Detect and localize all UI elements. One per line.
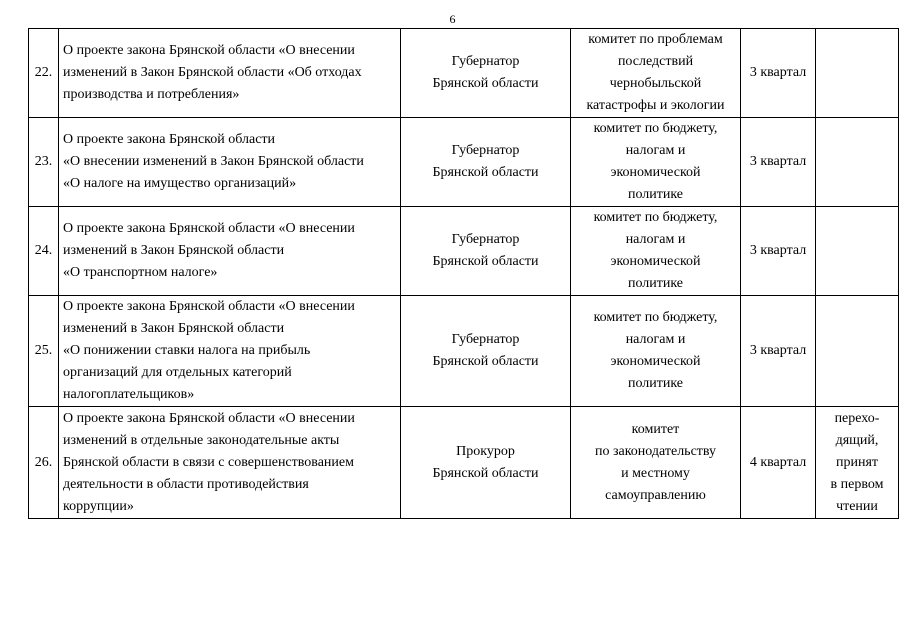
committee-line: экономической <box>610 165 701 180</box>
committee-line: политике <box>627 276 684 291</box>
note-line: чтении <box>836 498 878 514</box>
bill-title-line: О проекте закона Брянской области «О внесении <box>63 221 355 236</box>
table-row <box>29 118 899 207</box>
bill-title-line: коррупции» <box>63 498 134 514</box>
row-number: 22. <box>29 29 59 118</box>
note <box>816 407 899 519</box>
initiator-line: Брянской области <box>432 465 539 481</box>
bill-title <box>59 207 401 296</box>
initiator <box>401 29 571 118</box>
committee-line: самоуправлению <box>605 487 706 503</box>
responsible-committee <box>571 296 741 407</box>
bill-title-line: Брянской области в связи с совершенствованием <box>63 454 354 470</box>
term: 3 квартал <box>741 29 816 118</box>
note-line: принят <box>835 454 879 470</box>
bill-title-line: О проекте закона Брянской области «О внесении <box>63 43 355 58</box>
bill-title-line: О проекте закона Брянской области <box>63 132 276 147</box>
responsible-committee <box>571 207 741 296</box>
initiator-line: Брянской области <box>432 354 539 369</box>
note <box>816 296 899 407</box>
initiator-line: Прокурор <box>456 443 515 459</box>
initiator-line: Брянской области <box>432 165 539 180</box>
initiator-line: Губернатор <box>451 54 520 69</box>
bill-title-line: «О понижении ставки налога на прибыль <box>63 343 311 358</box>
note <box>816 207 899 296</box>
term: 3 квартал <box>741 296 816 407</box>
responsible-committee <box>571 118 741 207</box>
committee-line: последствий <box>617 54 694 69</box>
committee-line: катастрофы и экологии <box>586 98 725 113</box>
committee-line: налогам и <box>625 143 686 158</box>
bill-title <box>59 29 401 118</box>
bill-title <box>59 118 401 207</box>
bill-title-line: налогоплательщиков» <box>63 387 195 402</box>
bill-title-line: «О внесении изменений в Закон Брянской области <box>63 154 364 169</box>
committee-line: комитет <box>631 421 680 437</box>
bill-title-line: «О транспортном налоге» <box>63 265 218 280</box>
note-line: в первом <box>830 476 884 492</box>
row-number: 25. <box>29 296 59 407</box>
committee-line: налогам и <box>625 232 686 247</box>
table-row <box>29 207 899 296</box>
initiator-line: Губернатор <box>451 332 520 347</box>
initiator-line: Губернатор <box>451 232 520 247</box>
initiator-line: Брянской области <box>432 76 539 91</box>
table-body <box>29 29 899 519</box>
table-row <box>29 296 899 407</box>
note <box>816 29 899 118</box>
bill-title-line: изменений в Закон Брянской области <box>63 321 285 336</box>
initiator <box>401 207 571 296</box>
legislation-plan-table <box>28 28 899 519</box>
responsible-committee <box>571 29 741 118</box>
committee-line: политике <box>627 376 684 391</box>
bill-title <box>59 296 401 407</box>
bill-title-line: деятельности в области противодействия <box>63 476 309 492</box>
bill-title <box>59 407 401 519</box>
bill-title-line: изменений в отдельные законодательные акты <box>63 432 340 448</box>
bill-title-line: производства и потребления» <box>63 87 240 102</box>
row-number: 23. <box>29 118 59 207</box>
committee-line: комитет по бюджету, <box>593 210 718 225</box>
note <box>816 118 899 207</box>
term: 3 квартал <box>741 118 816 207</box>
committee-line: налогам и <box>625 332 686 347</box>
row-number: 26. <box>29 407 59 519</box>
committee-line: комитет по бюджету, <box>593 121 718 136</box>
committee-line: комитет по бюджету, <box>593 310 718 325</box>
note-line: перехо- <box>834 410 880 426</box>
bill-title-line: О проекте закона Брянской области «О внесении <box>63 410 355 426</box>
bill-title-line: «О налоге на имущество организаций» <box>63 176 297 191</box>
bill-title-line: изменений в Закон Брянской области <box>63 243 285 258</box>
bill-title-line: изменений в Закон Брянской области «Об отходах <box>63 65 362 80</box>
initiator <box>401 407 571 519</box>
committee-line: и местному <box>621 465 690 481</box>
initiator-line: Брянской области <box>432 254 539 269</box>
initiator <box>401 118 571 207</box>
term: 4 квартал <box>741 407 816 519</box>
committee-line: по законодательству <box>594 443 717 459</box>
note-line: дящий, <box>835 432 879 448</box>
row-number: 24. <box>29 207 59 296</box>
term: 3 квартал <box>741 207 816 296</box>
page-number: 6 <box>449 12 456 26</box>
committee-line: чернобыльской <box>609 76 702 91</box>
committee-line: комитет по проблемам <box>588 32 723 47</box>
committee-line: экономической <box>610 254 701 269</box>
table-row <box>29 407 899 519</box>
initiator <box>401 296 571 407</box>
bill-title-line: О проекте закона Брянской области «О внесении <box>63 299 355 314</box>
bill-title-line: организаций для отдельных категорий <box>63 365 292 380</box>
responsible-committee <box>571 407 741 519</box>
committee-line: политике <box>627 187 684 202</box>
initiator-line: Губернатор <box>451 143 520 158</box>
table-row <box>29 29 899 118</box>
committee-line: экономической <box>610 354 701 369</box>
